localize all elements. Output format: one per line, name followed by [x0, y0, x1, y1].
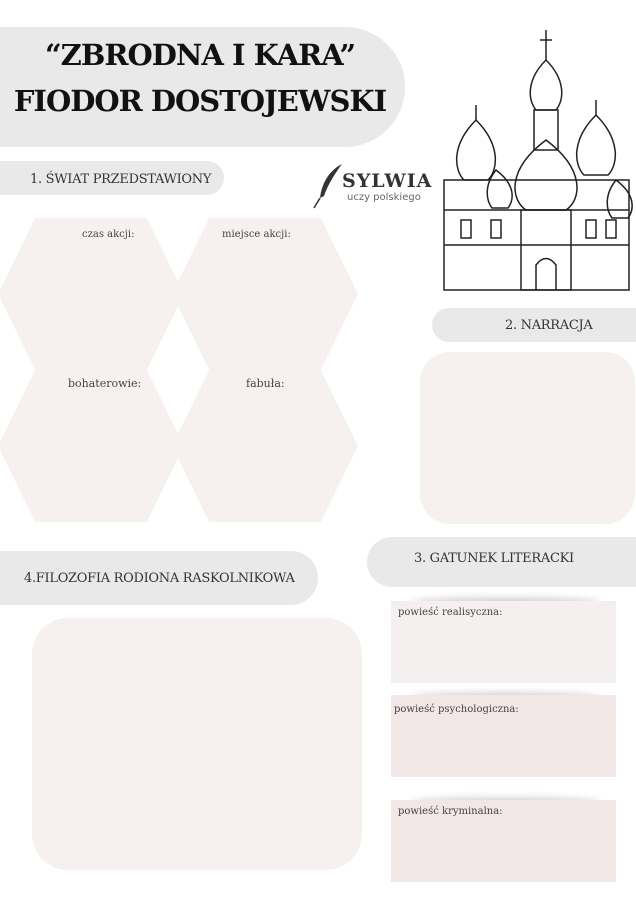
- section-2-title: 2. NARRACJA: [505, 318, 593, 333]
- genre-label: powieść kryminalna:: [398, 806, 503, 817]
- narration-box[interactable]: [420, 352, 635, 524]
- genre-label: powieść psychologiczna:: [394, 704, 519, 715]
- genre-label: powieść realisyczna:: [398, 607, 503, 618]
- hexagon-characters[interactable]: [0, 370, 184, 522]
- hexagon-time[interactable]: [0, 218, 184, 370]
- hexagon-place[interactable]: [172, 218, 358, 370]
- logo-name: SYLWIA: [342, 170, 433, 192]
- section-3-title: 3. GATUNEK LITERACKI: [414, 551, 574, 566]
- hexagon-label: bohaterowie:: [68, 377, 142, 390]
- hexagon-plot[interactable]: [172, 370, 358, 522]
- philosophy-box[interactable]: [32, 618, 362, 870]
- section-4-title: 4.FILOZOFIA RODIONA RASKOLNIKOWA: [24, 571, 295, 586]
- hexagon-label: czas akcji:: [82, 229, 135, 240]
- hexagon-label: miejsce akcji:: [222, 229, 291, 240]
- title-line-1: “ZBRODNA I KARA”: [44, 38, 355, 72]
- hexagon-label: fabuła:: [246, 377, 285, 390]
- section-1-title: 1. ŚWIAT PRZEDSTAWIONY: [30, 172, 212, 187]
- logo-tagline: uczy polskiego: [347, 192, 421, 203]
- logo: [305, 160, 435, 210]
- title-line-2: FIODOR DOSTOJEWSKI: [13, 84, 387, 118]
- cathedral-illustration: [436, 30, 636, 295]
